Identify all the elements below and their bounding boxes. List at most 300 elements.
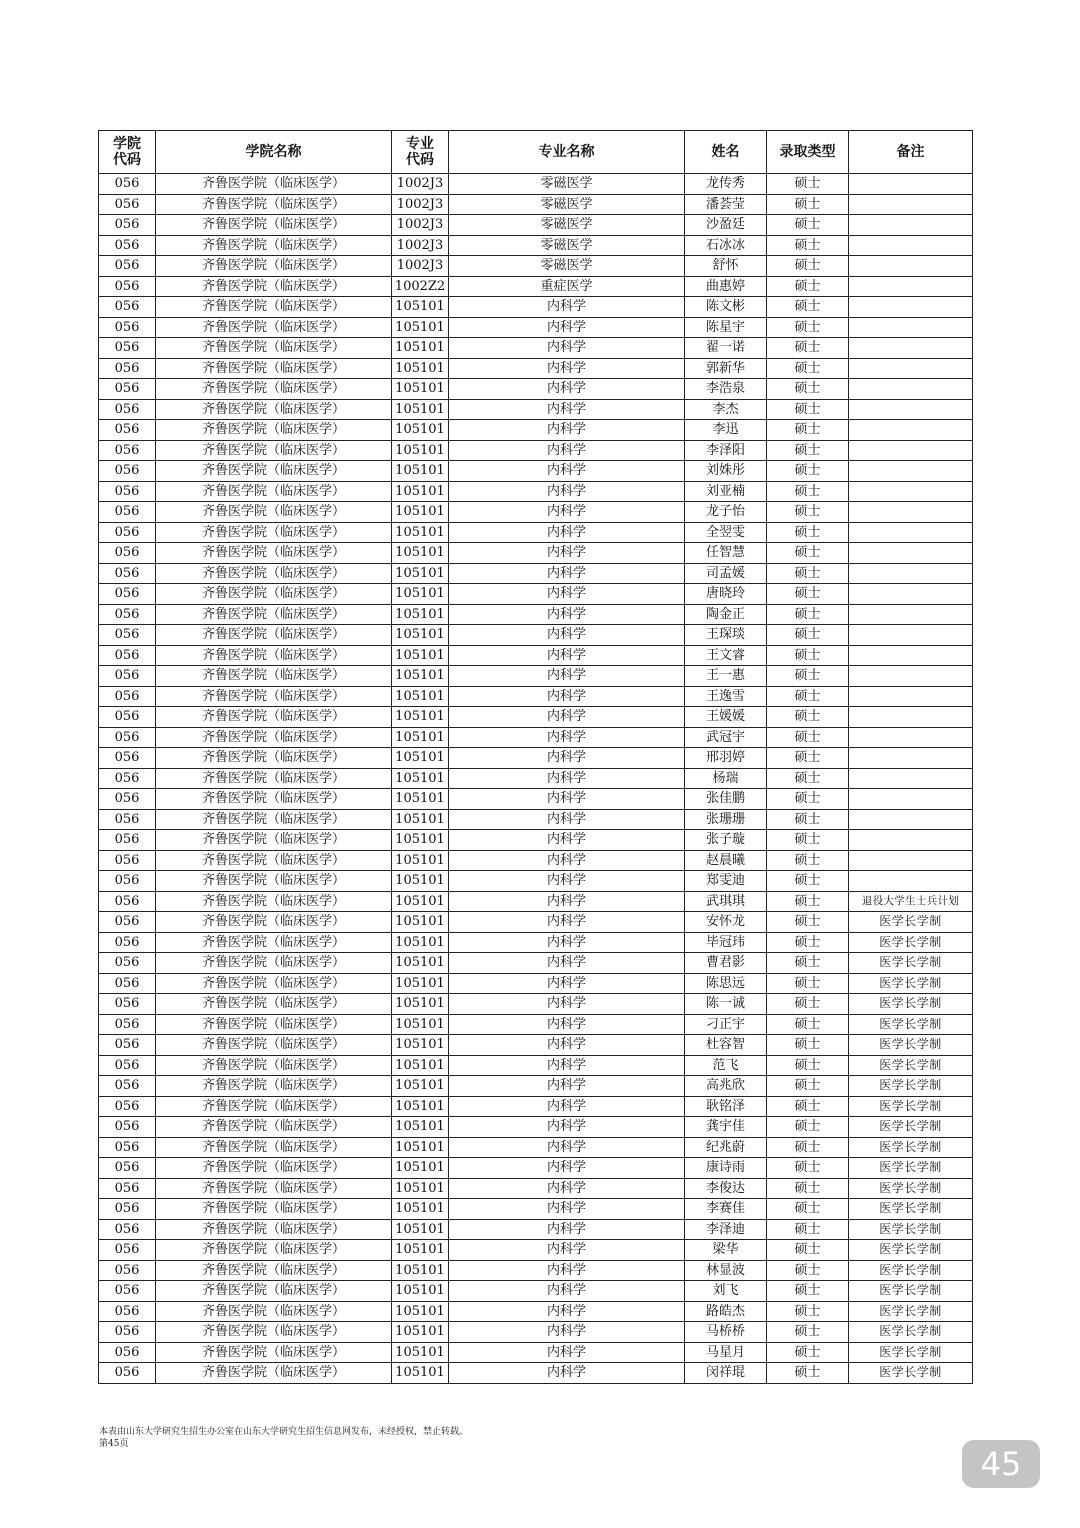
cell-college-name: 齐鲁医学院（临床医学） [156, 891, 392, 912]
table-row [99, 522, 973, 543]
cell-major-code: 105101 [392, 481, 449, 502]
footer [99, 1426, 468, 1450]
cell-major-name: 内科学 [449, 1342, 685, 1363]
cell-college-code: 056 [99, 461, 156, 482]
cell-major-code: 105101 [392, 1178, 449, 1199]
cell-college-code: 056 [99, 748, 156, 769]
cell-remark: 医学长学制 [849, 1281, 973, 1302]
cell-admission-type: 硕士 [767, 994, 849, 1015]
cell-remark [849, 850, 973, 871]
cell-college-code: 056 [99, 481, 156, 502]
cell-college-name: 齐鲁医学院（临床医学） [156, 1301, 392, 1322]
table-row [99, 1199, 973, 1220]
cell-college-name: 齐鲁医学院（临床医学） [156, 953, 392, 974]
cell-major-code: 105101 [392, 748, 449, 769]
cell-major-name: 内科学 [449, 1199, 685, 1220]
cell-college-name: 齐鲁医学院（临床医学） [156, 584, 392, 605]
cell-name: 王琛琰 [685, 625, 767, 646]
cell-major-code: 105101 [392, 1158, 449, 1179]
cell-college-code: 056 [99, 1219, 156, 1240]
cell-admission-type: 硕士 [767, 727, 849, 748]
cell-remark: 医学长学制 [849, 1240, 973, 1261]
cell-major-code: 105101 [392, 1281, 449, 1302]
table-row [99, 1219, 973, 1240]
cell-remark: 医学长学制 [849, 912, 973, 933]
cell-name: 路皓杰 [685, 1301, 767, 1322]
cell-remark: 医学长学制 [849, 1260, 973, 1281]
cell-college-name: 齐鲁医学院（临床医学） [156, 1281, 392, 1302]
cell-name: 沙盈廷 [685, 215, 767, 236]
cell-college-name: 齐鲁医学院（临床医学） [156, 645, 392, 666]
header-college-code-label: 学院代码 [113, 136, 141, 168]
cell-admission-type: 硕士 [767, 830, 849, 851]
cell-college-code: 056 [99, 912, 156, 933]
cell-name: 王媛媛 [685, 707, 767, 728]
cell-college-name: 齐鲁医学院（临床医学） [156, 399, 392, 420]
cell-name: 张子璇 [685, 830, 767, 851]
cell-college-name: 齐鲁医学院（临床医学） [156, 994, 392, 1015]
table-row [99, 338, 973, 359]
cell-remark [849, 338, 973, 359]
cell-major-code: 105101 [392, 850, 449, 871]
cell-admission-type: 硕士 [767, 502, 849, 523]
cell-admission-type: 硕士 [767, 1322, 849, 1343]
cell-major-name: 内科学 [449, 1158, 685, 1179]
cell-major-name: 内科学 [449, 604, 685, 625]
page-number-badge: 45 [962, 1440, 1040, 1488]
cell-major-name: 内科学 [449, 481, 685, 502]
cell-major-code: 105101 [392, 789, 449, 810]
cell-name: 武琪琪 [685, 891, 767, 912]
cell-name: 郭新华 [685, 358, 767, 379]
cell-admission-type: 硕士 [767, 1055, 849, 1076]
cell-admission-type: 硕士 [767, 1137, 849, 1158]
cell-college-code: 056 [99, 317, 156, 338]
cell-college-name: 齐鲁医学院（临床医学） [156, 748, 392, 769]
cell-college-name: 齐鲁医学院（临床医学） [156, 379, 392, 400]
cell-major-code: 105101 [392, 440, 449, 461]
table-row [99, 543, 973, 564]
cell-admission-type: 硕士 [767, 1117, 849, 1138]
cell-major-name: 内科学 [449, 871, 685, 892]
cell-major-code: 1002J3 [392, 256, 449, 277]
cell-college-code: 056 [99, 1301, 156, 1322]
cell-name: 安怀龙 [685, 912, 767, 933]
cell-name: 张珊珊 [685, 809, 767, 830]
cell-college-code: 056 [99, 666, 156, 687]
table-row [99, 707, 973, 728]
cell-remark [849, 789, 973, 810]
table-row [99, 1117, 973, 1138]
table-row [99, 1035, 973, 1056]
cell-admission-type: 硕士 [767, 707, 849, 728]
cell-major-name: 内科学 [449, 502, 685, 523]
cell-major-name: 内科学 [449, 645, 685, 666]
cell-remark: 医学长学制 [849, 1137, 973, 1158]
cell-college-name: 齐鲁医学院（临床医学） [156, 1076, 392, 1097]
cell-remark: 医学长学制 [849, 1096, 973, 1117]
cell-name: 李迅 [685, 420, 767, 441]
cell-college-name: 齐鲁医学院（临床医学） [156, 625, 392, 646]
cell-major-name: 内科学 [449, 912, 685, 933]
cell-college-code: 056 [99, 932, 156, 953]
cell-major-name: 内科学 [449, 1322, 685, 1343]
cell-major-code: 105101 [392, 932, 449, 953]
cell-name: 王一惠 [685, 666, 767, 687]
admission-table-container [98, 130, 972, 1384]
cell-college-name: 齐鲁医学院（临床医学） [156, 1199, 392, 1220]
cell-college-code: 056 [99, 1178, 156, 1199]
table-row [99, 809, 973, 830]
cell-college-name: 齐鲁医学院（临床医学） [156, 1055, 392, 1076]
cell-admission-type: 硕士 [767, 1240, 849, 1261]
cell-remark [849, 297, 973, 318]
cell-major-name: 内科学 [449, 891, 685, 912]
cell-major-code: 105101 [392, 871, 449, 892]
cell-major-code: 105101 [392, 563, 449, 584]
cell-major-name: 内科学 [449, 1055, 685, 1076]
cell-major-code: 105101 [392, 1137, 449, 1158]
cell-major-code: 105101 [392, 973, 449, 994]
cell-college-code: 056 [99, 1199, 156, 1220]
cell-major-name: 内科学 [449, 420, 685, 441]
cell-major-code: 105101 [392, 399, 449, 420]
cell-major-name: 重症医学 [449, 276, 685, 297]
cell-remark: 医学长学制 [849, 1117, 973, 1138]
cell-major-code: 105101 [392, 420, 449, 441]
cell-college-code: 056 [99, 440, 156, 461]
cell-major-name: 内科学 [449, 522, 685, 543]
cell-college-code: 056 [99, 215, 156, 236]
table-row [99, 563, 973, 584]
cell-major-code: 1002J3 [392, 194, 449, 215]
table-row [99, 1363, 973, 1384]
cell-major-code: 105101 [392, 830, 449, 851]
cell-name: 司孟媛 [685, 563, 767, 584]
cell-major-name: 内科学 [449, 686, 685, 707]
cell-college-name: 齐鲁医学院（临床医学） [156, 686, 392, 707]
cell-college-code: 056 [99, 1240, 156, 1261]
table-row [99, 461, 973, 482]
cell-name: 杨瑞 [685, 768, 767, 789]
cell-name: 闵祥琨 [685, 1363, 767, 1384]
cell-remark [849, 379, 973, 400]
cell-college-code: 056 [99, 174, 156, 195]
cell-college-name: 齐鲁医学院（临床医学） [156, 727, 392, 748]
cell-remark [849, 645, 973, 666]
table-row [99, 399, 973, 420]
cell-college-name: 齐鲁医学院（临床医学） [156, 871, 392, 892]
table-row [99, 502, 973, 523]
cell-college-code: 056 [99, 563, 156, 584]
cell-college-code: 056 [99, 953, 156, 974]
cell-name: 郑雯迪 [685, 871, 767, 892]
cell-name: 耿铭泽 [685, 1096, 767, 1117]
cell-major-code: 105101 [392, 338, 449, 359]
cell-major-name: 内科学 [449, 440, 685, 461]
table-body [99, 174, 973, 1384]
cell-admission-type: 硕士 [767, 850, 849, 871]
cell-name: 陈一诚 [685, 994, 767, 1015]
cell-major-name: 内科学 [449, 625, 685, 646]
cell-name: 刘姝彤 [685, 461, 767, 482]
cell-admission-type: 硕士 [767, 1260, 849, 1281]
header-major-code-label: 专业代码 [406, 136, 434, 168]
cell-remark [849, 768, 973, 789]
cell-remark [849, 358, 973, 379]
table-row [99, 1055, 973, 1076]
cell-college-name: 齐鲁医学院（临床医学） [156, 1363, 392, 1384]
cell-name: 曹君影 [685, 953, 767, 974]
cell-admission-type: 硕士 [767, 1219, 849, 1240]
cell-college-name: 齐鲁医学院（临床医学） [156, 276, 392, 297]
cell-remark: 医学长学制 [849, 1178, 973, 1199]
table-row [99, 1281, 973, 1302]
cell-remark [849, 522, 973, 543]
cell-major-code: 105101 [392, 768, 449, 789]
cell-college-name: 齐鲁医学院（临床医学） [156, 604, 392, 625]
cell-remark [849, 830, 973, 851]
cell-major-name: 内科学 [449, 1014, 685, 1035]
cell-admission-type: 硕士 [767, 871, 849, 892]
cell-college-name: 齐鲁医学院（临床医学） [156, 481, 392, 502]
cell-remark: 退役大学生士兵计划 [849, 891, 973, 912]
footer-notice: 本表由山东大学研究生招生办公室在山东大学研究生招生信息网发布，未经授权，禁止转载。 [99, 1427, 469, 1437]
cell-college-code: 056 [99, 1035, 156, 1056]
cell-college-code: 056 [99, 645, 156, 666]
cell-college-code: 056 [99, 727, 156, 748]
cell-major-name: 内科学 [449, 297, 685, 318]
table-row [99, 215, 973, 236]
cell-college-name: 齐鲁医学院（临床医学） [156, 522, 392, 543]
cell-major-code: 105101 [392, 666, 449, 687]
cell-name: 舒怀 [685, 256, 767, 277]
header-row [99, 131, 973, 174]
cell-major-name: 零磁医学 [449, 194, 685, 215]
cell-admission-type: 硕士 [767, 379, 849, 400]
cell-remark: 医学长学制 [849, 1322, 973, 1343]
cell-major-name: 内科学 [449, 338, 685, 359]
cell-remark [849, 481, 973, 502]
cell-admission-type: 硕士 [767, 625, 849, 646]
cell-college-name: 齐鲁医学院（临床医学） [156, 338, 392, 359]
cell-remark [849, 235, 973, 256]
cell-major-code: 105101 [392, 1342, 449, 1363]
cell-major-code: 105101 [392, 645, 449, 666]
cell-name: 纪兆蔚 [685, 1137, 767, 1158]
cell-major-code: 105101 [392, 1014, 449, 1035]
cell-major-name: 内科学 [449, 1178, 685, 1199]
cell-major-code: 1002J3 [392, 215, 449, 236]
header-name: 姓名 [685, 131, 767, 174]
cell-major-name: 内科学 [449, 994, 685, 1015]
cell-college-code: 056 [99, 420, 156, 441]
cell-major-name: 内科学 [449, 317, 685, 338]
cell-remark: 医学长学制 [849, 1076, 973, 1097]
cell-college-code: 056 [99, 235, 156, 256]
cell-major-code: 105101 [392, 543, 449, 564]
table-row [99, 1342, 973, 1363]
cell-major-name: 内科学 [449, 543, 685, 564]
cell-major-code: 105101 [392, 379, 449, 400]
header-college-name: 学院名称 [156, 131, 392, 174]
cell-college-code: 056 [99, 1137, 156, 1158]
cell-admission-type: 硕士 [767, 215, 849, 236]
cell-major-name: 内科学 [449, 932, 685, 953]
cell-college-name: 齐鲁医学院（临床医学） [156, 1322, 392, 1343]
table-row [99, 1301, 973, 1322]
cell-major-name: 内科学 [449, 379, 685, 400]
cell-remark [849, 440, 973, 461]
cell-college-name: 齐鲁医学院（临床医学） [156, 297, 392, 318]
header-major-code [392, 131, 449, 174]
cell-college-name: 齐鲁医学院（临床医学） [156, 1260, 392, 1281]
cell-college-code: 056 [99, 1096, 156, 1117]
table-row [99, 379, 973, 400]
table-row [99, 891, 973, 912]
cell-major-code: 105101 [392, 727, 449, 748]
cell-remark [849, 727, 973, 748]
cell-remark [849, 215, 973, 236]
cell-major-name: 内科学 [449, 973, 685, 994]
cell-college-code: 056 [99, 604, 156, 625]
cell-college-code: 056 [99, 1322, 156, 1343]
cell-college-name: 齐鲁医学院（临床医学） [156, 1035, 392, 1056]
table-row [99, 686, 973, 707]
cell-remark [849, 686, 973, 707]
table-row [99, 1322, 973, 1343]
cell-major-name: 内科学 [449, 748, 685, 769]
header-remark: 备注 [849, 131, 973, 174]
table-row [99, 666, 973, 687]
cell-name: 全翌雯 [685, 522, 767, 543]
cell-major-code: 105101 [392, 1363, 449, 1384]
cell-major-code: 105101 [392, 1076, 449, 1097]
cell-admission-type: 硕士 [767, 174, 849, 195]
cell-name: 李泽阳 [685, 440, 767, 461]
cell-name: 李浩泉 [685, 379, 767, 400]
cell-remark [849, 809, 973, 830]
cell-major-code: 105101 [392, 1117, 449, 1138]
cell-admission-type: 硕士 [767, 543, 849, 564]
cell-major-code: 105101 [392, 297, 449, 318]
cell-remark [849, 871, 973, 892]
cell-admission-type: 硕士 [767, 891, 849, 912]
cell-remark [849, 666, 973, 687]
cell-admission-type: 硕士 [767, 358, 849, 379]
cell-major-name: 内科学 [449, 953, 685, 974]
cell-major-code: 105101 [392, 317, 449, 338]
cell-admission-type: 硕士 [767, 1158, 849, 1179]
cell-name: 陈星宇 [685, 317, 767, 338]
cell-admission-type: 硕士 [767, 768, 849, 789]
cell-name: 龙传秀 [685, 174, 767, 195]
cell-college-name: 齐鲁医学院（临床医学） [156, 1178, 392, 1199]
cell-college-code: 056 [99, 789, 156, 810]
cell-major-code: 105101 [392, 1219, 449, 1240]
cell-college-code: 056 [99, 891, 156, 912]
cell-remark: 医学长学制 [849, 932, 973, 953]
cell-college-name: 齐鲁医学院（临床医学） [156, 461, 392, 482]
cell-college-name: 齐鲁医学院（临床医学） [156, 789, 392, 810]
cell-college-name: 齐鲁医学院（临床医学） [156, 358, 392, 379]
cell-admission-type: 硕士 [767, 1096, 849, 1117]
cell-college-code: 056 [99, 871, 156, 892]
cell-college-code: 056 [99, 194, 156, 215]
table-row [99, 317, 973, 338]
cell-college-code: 056 [99, 768, 156, 789]
table-row [99, 871, 973, 892]
cell-major-code: 105101 [392, 1322, 449, 1343]
cell-remark [849, 461, 973, 482]
cell-admission-type: 硕士 [767, 461, 849, 482]
cell-major-code: 105101 [392, 502, 449, 523]
cell-major-name: 内科学 [449, 1035, 685, 1056]
cell-admission-type: 硕士 [767, 1301, 849, 1322]
cell-major-name: 内科学 [449, 768, 685, 789]
cell-major-name: 内科学 [449, 461, 685, 482]
cell-name: 石冰冰 [685, 235, 767, 256]
cell-admission-type: 硕士 [767, 1035, 849, 1056]
cell-college-code: 056 [99, 1342, 156, 1363]
cell-name: 翟一诺 [685, 338, 767, 359]
table-row [99, 1076, 973, 1097]
cell-major-name: 内科学 [449, 809, 685, 830]
cell-remark [849, 748, 973, 769]
header-college-code [99, 131, 156, 174]
cell-name: 刁正宇 [685, 1014, 767, 1035]
cell-name: 潘荟莹 [685, 194, 767, 215]
cell-major-name: 内科学 [449, 727, 685, 748]
cell-college-name: 齐鲁医学院（临床医学） [156, 543, 392, 564]
cell-college-name: 齐鲁医学院（临床医学） [156, 809, 392, 830]
cell-college-code: 056 [99, 1117, 156, 1138]
cell-major-code: 105101 [392, 994, 449, 1015]
cell-admission-type: 硕士 [767, 953, 849, 974]
cell-college-name: 齐鲁医学院（临床医学） [156, 912, 392, 933]
table-row [99, 276, 973, 297]
cell-admission-type: 硕士 [767, 563, 849, 584]
cell-remark: 医学长学制 [849, 1199, 973, 1220]
cell-admission-type: 硕士 [767, 481, 849, 502]
cell-admission-type: 硕士 [767, 1199, 849, 1220]
cell-college-code: 056 [99, 338, 156, 359]
cell-name: 任智慧 [685, 543, 767, 564]
cell-college-name: 齐鲁医学院（临床医学） [156, 1240, 392, 1261]
cell-admission-type: 硕士 [767, 1363, 849, 1384]
cell-remark: 医学长学制 [849, 1158, 973, 1179]
cell-major-name: 内科学 [449, 830, 685, 851]
cell-remark [849, 399, 973, 420]
cell-remark: 医学长学制 [849, 1301, 973, 1322]
cell-name: 邢羽婷 [685, 748, 767, 769]
table-row [99, 1178, 973, 1199]
cell-major-name: 内科学 [449, 666, 685, 687]
cell-name: 张佳鹏 [685, 789, 767, 810]
table-row [99, 174, 973, 195]
cell-name: 曲惠婷 [685, 276, 767, 297]
cell-major-code: 105101 [392, 604, 449, 625]
table-row [99, 830, 973, 851]
cell-name: 李赛佳 [685, 1199, 767, 1220]
cell-college-code: 056 [99, 994, 156, 1015]
cell-college-code: 056 [99, 1014, 156, 1035]
table-row [99, 358, 973, 379]
cell-major-code: 105101 [392, 1035, 449, 1056]
table-row [99, 1260, 973, 1281]
cell-college-name: 齐鲁医学院（临床医学） [156, 666, 392, 687]
cell-college-code: 056 [99, 276, 156, 297]
